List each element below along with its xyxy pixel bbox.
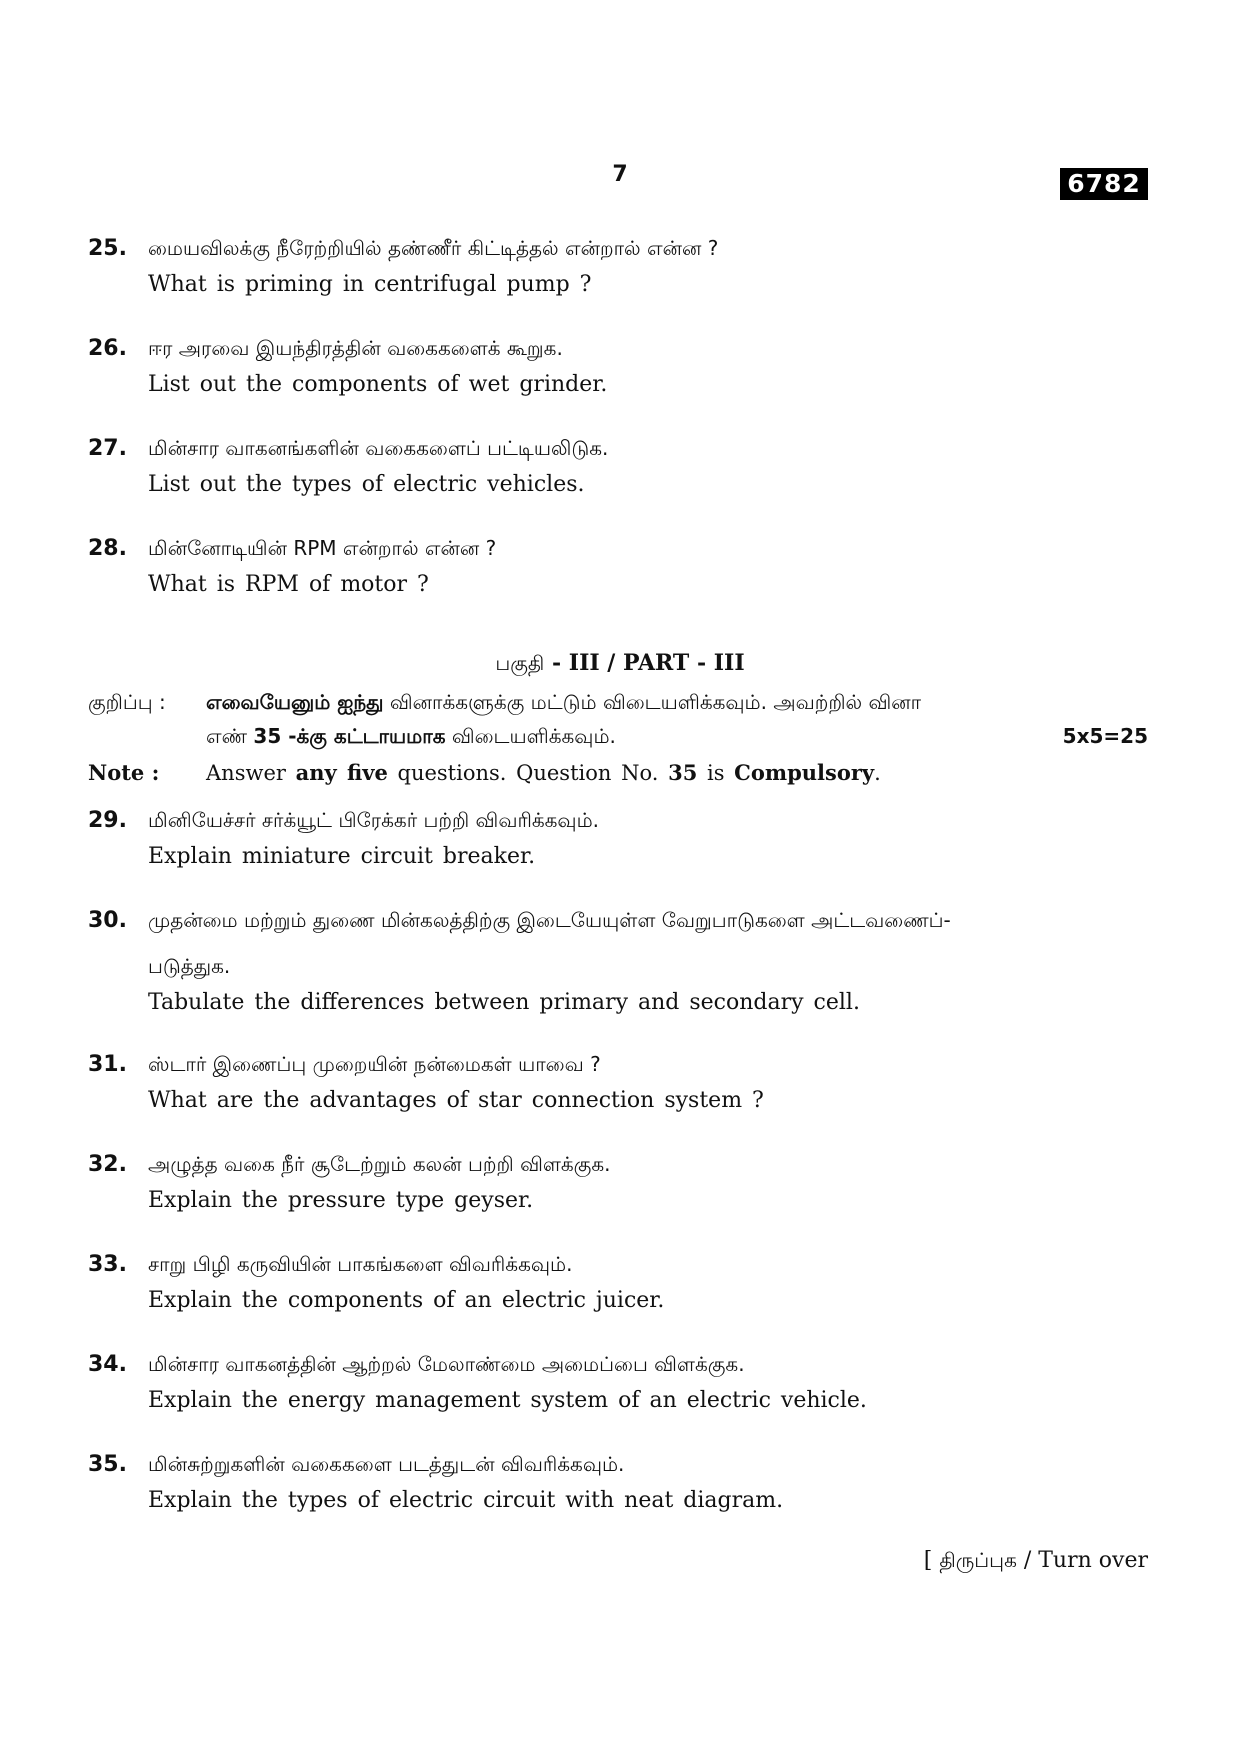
section-heading-title: - III / PART - III bbox=[544, 650, 745, 676]
marks-allocation: 5x5=25 bbox=[1062, 724, 1148, 748]
note-text: . bbox=[874, 761, 881, 785]
question-tamil: மின்சுற்றுகளின் வகைகளை படத்துடன் விவரிக்கவும். bbox=[148, 1452, 625, 1476]
question-english: Explain miniature circuit breaker. bbox=[148, 844, 536, 869]
question-english: Tabulate the differences between primary and secondary cell. bbox=[148, 990, 860, 1015]
paper-code-badge: 6782 bbox=[1060, 168, 1148, 200]
note-text-english bbox=[206, 760, 881, 785]
note-bold: எவையேனும் ஐந்து bbox=[206, 690, 384, 714]
note-text: Answer bbox=[206, 761, 296, 785]
footer-tamil: திருப்புக bbox=[939, 1548, 1017, 1572]
question-number: 26. bbox=[88, 336, 127, 361]
note-label-tamil: குறிப்பு : bbox=[88, 690, 166, 714]
note-label-english: Note : bbox=[88, 760, 160, 785]
question-tamil: அழுத்த வகை நீர் சூடேற்றும் கலன் பற்றி விளக்குக. bbox=[148, 1152, 611, 1176]
question-number: 32. bbox=[88, 1152, 127, 1177]
footer-english: / Turn over bbox=[1016, 1548, 1148, 1573]
question-number: 35. bbox=[88, 1452, 127, 1477]
note-bold: 35 bbox=[668, 760, 698, 785]
question-tamil: மின்சார வாகனத்தின் ஆற்றல் மேலாண்மை அமைப்பை விளக்குக. bbox=[148, 1352, 745, 1376]
note-text: எண் bbox=[206, 724, 254, 748]
question-english: Explain the types of electric circuit with neat diagram. bbox=[148, 1488, 784, 1513]
section-heading-tamil: பகுதி bbox=[495, 651, 545, 675]
note-text-tamil-line1 bbox=[206, 690, 921, 717]
question-number: 25. bbox=[88, 236, 127, 261]
page-number: 7 bbox=[612, 162, 628, 187]
question-tamil: சாறு பிழி கருவியின் பாகங்களை விவரிக்கவும். bbox=[148, 1252, 573, 1276]
note-text-tamil-line2 bbox=[206, 724, 616, 751]
question-tamil: மினியேச்சர் சர்க்யூட் பிரேக்கர் பற்றி விவரிக்கவும். bbox=[148, 808, 600, 832]
question-english: What is priming in centrifugal pump ? bbox=[148, 272, 592, 297]
question-tamil-continued: படுத்துக. bbox=[148, 954, 231, 978]
question-english: Explain the pressure type geyser. bbox=[148, 1188, 534, 1213]
question-number: 33. bbox=[88, 1252, 127, 1277]
section-heading bbox=[0, 650, 1240, 678]
question-tamil: மின்சார வாகனங்களின் வகைகளைப் பட்டியலிடுக. bbox=[148, 436, 609, 460]
question-number: 28. bbox=[88, 536, 127, 561]
question-number: 29. bbox=[88, 808, 127, 833]
footer-bracket: [ bbox=[923, 1548, 940, 1573]
note-bold: any five bbox=[295, 760, 388, 785]
question-english: Explain the components of an electric juicer. bbox=[148, 1288, 665, 1313]
question-tamil: ஈர அரவை இயந்திரத்தின் வகைகளைக் கூறுக. bbox=[148, 336, 563, 360]
question-english: Explain the energy management system of an electric vehicle. bbox=[148, 1388, 867, 1413]
note-text: questions. Question No. bbox=[387, 761, 669, 785]
question-tamil: மையவிலக்கு நீரேற்றியில் தண்ணீர் கிட்டித்தல் என்றால் என்ன ? bbox=[148, 236, 719, 260]
turn-over-footer bbox=[924, 1548, 1148, 1575]
note-text: வினாக்களுக்கு மட்டும் விடையளிக்கவும். அவற்றில் வினா bbox=[383, 690, 922, 714]
question-number: 34. bbox=[88, 1352, 127, 1377]
note-bold: 35 -க்கு கட்டாயமாக bbox=[253, 724, 446, 748]
note-text: is bbox=[697, 761, 735, 785]
question-tamil: மின்னோடியின் RPM என்றால் என்ன ? bbox=[148, 536, 497, 560]
note-bold: Compulsory bbox=[734, 760, 875, 785]
question-number: 31. bbox=[88, 1052, 127, 1077]
question-tamil: முதன்மை மற்றும் துணை மின்கலத்திற்கு இடையேயுள்ள வேறுபாடுகளை அட்டவணைப்- bbox=[148, 908, 951, 932]
question-english: What are the advantages of star connection system ? bbox=[148, 1088, 764, 1113]
question-english: List out the types of electric vehicles. bbox=[148, 472, 585, 497]
note-text: விடையளிக்கவும். bbox=[445, 724, 616, 748]
question-number: 30. bbox=[88, 908, 127, 933]
question-tamil: ஸ்டார் இணைப்பு முறையின் நன்மைகள் யாவை ? bbox=[148, 1052, 601, 1076]
question-english: List out the components of wet grinder. bbox=[148, 372, 608, 397]
question-number: 27. bbox=[88, 436, 127, 461]
question-english: What is RPM of motor ? bbox=[148, 572, 429, 597]
